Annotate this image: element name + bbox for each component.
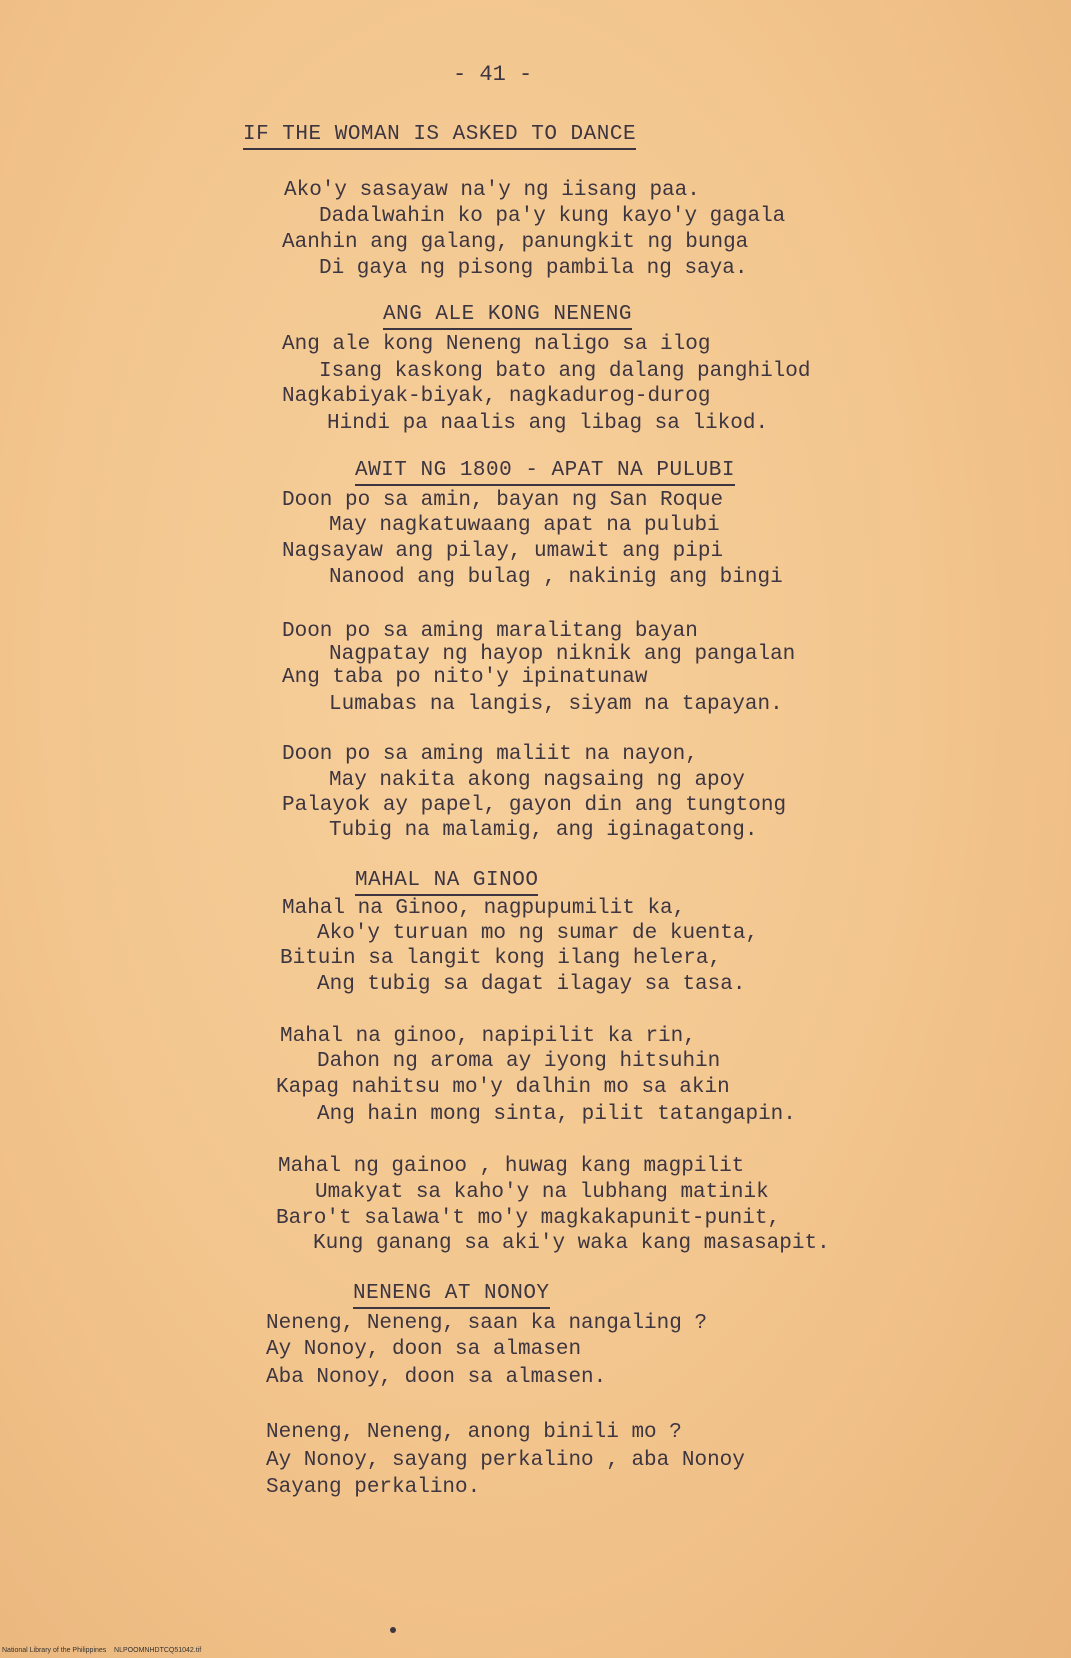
- verse-line: Ang taba po nito'y ipinatunaw: [282, 666, 648, 689]
- verse-line: Mahal na ginoo, napipilit ka rin,: [280, 1025, 696, 1048]
- verse-line: Ako'y turuan mo ng sumar de kuenta,: [317, 922, 759, 945]
- verse-line: Bituin sa langit kong ilang helera,: [280, 947, 722, 970]
- verse-line: Lumabas na langis, siyam na tapayan.: [329, 693, 783, 716]
- verse-line: Dahon ng aroma ay iyong hitsuhin: [317, 1050, 721, 1073]
- page-number: - 41 -: [453, 62, 533, 87]
- section-title: IF THE WOMAN IS ASKED TO DANCE: [243, 123, 636, 146]
- verse-line: Ay Nonoy, doon sa almasen: [266, 1338, 582, 1361]
- verse-line: Hindi pa naalis ang libag sa likod.: [327, 412, 769, 435]
- section-title: NENENG AT NONOY: [353, 1282, 550, 1305]
- verse-line: Dadalwahin ko pa'y kung kayo'y gagala: [319, 205, 786, 228]
- verse-line: Mahal na Ginoo, nagpupumilit ka,: [282, 897, 686, 920]
- verse-line: Ang tubig sa dagat ilagay sa tasa.: [317, 973, 746, 996]
- verse-line: Sayang perkalino.: [266, 1476, 481, 1499]
- verse-line: Ang hain mong sinta, pilit tatangapin.: [317, 1103, 796, 1126]
- section-title: MAHAL NA GINOO: [355, 869, 538, 892]
- verse-line: Nagkabiyak-biyak, nagkadurog-durog: [282, 385, 711, 408]
- verse-line: Doon po sa amin, bayan ng San Roque: [282, 489, 724, 512]
- verse-line: Di gaya ng pisong pambila ng saya.: [319, 257, 748, 280]
- verse-line: Baro't salawa't mo'y magkakapunit-punit,: [276, 1207, 781, 1230]
- verse-line: Tubig na malamig, ang iginagatong.: [329, 819, 758, 842]
- verse-line: Nanood ang bulag , nakinig ang bingi: [329, 566, 783, 589]
- verse-line: Neneng, Neneng, saan ka nangaling ?: [266, 1312, 708, 1335]
- section-title: ANG ALE KONG NENENG: [383, 303, 632, 326]
- verse-line: Umakyat sa kaho'y na lubhang matinik: [315, 1181, 769, 1204]
- verse-line: Nagpatay ng hayop niknik ang pangalan: [329, 643, 796, 666]
- verse-line: Neneng, Neneng, anong binili mo ?: [266, 1421, 682, 1444]
- verse-line: Palayok ay papel, gayon din ang tungtong: [282, 794, 787, 817]
- verse-line: Kapag nahitsu mo'y dalhin mo sa akin: [276, 1076, 730, 1099]
- verse-line: Mahal ng gainoo , huwag kang magpilit: [278, 1155, 745, 1178]
- verse-line: Nagsayaw ang pilay, umawit ang pipi: [282, 540, 724, 563]
- footer-scan-label: National Library of the Philippines NLPOOMNHDTCQ51042.tif: [2, 1647, 202, 1654]
- verse-line: Kung ganang sa aki'y waka kang masasapit.: [313, 1232, 830, 1255]
- verse-line: Ako'y sasayaw na'y ng iisang paa.: [284, 179, 700, 202]
- verse-line: Doon po sa aming maralitang bayan: [282, 620, 698, 643]
- verse-line: Doon po sa aming maliit na nayon,: [282, 743, 698, 766]
- ink-dot: [390, 1627, 396, 1633]
- verse-line: May nakita akong nagsaing ng apoy: [329, 769, 745, 792]
- verse-line: Ay Nonoy, sayang perkalino , aba Nonoy: [266, 1449, 745, 1472]
- verse-line: Ang ale kong Neneng naligo sa ilog: [282, 333, 711, 356]
- verse-line: Aanhin ang galang, panungkit ng bunga: [282, 231, 749, 254]
- verse-line: Aba Nonoy, doon sa almasen.: [266, 1366, 607, 1389]
- verse-line: May nagkatuwaang apat na pulubi: [329, 514, 720, 537]
- verse-line: Isang kaskong bato ang dalang panghilod: [319, 360, 811, 383]
- section-title: AWIT NG 1800 - APAT NA PULUBI: [355, 459, 735, 482]
